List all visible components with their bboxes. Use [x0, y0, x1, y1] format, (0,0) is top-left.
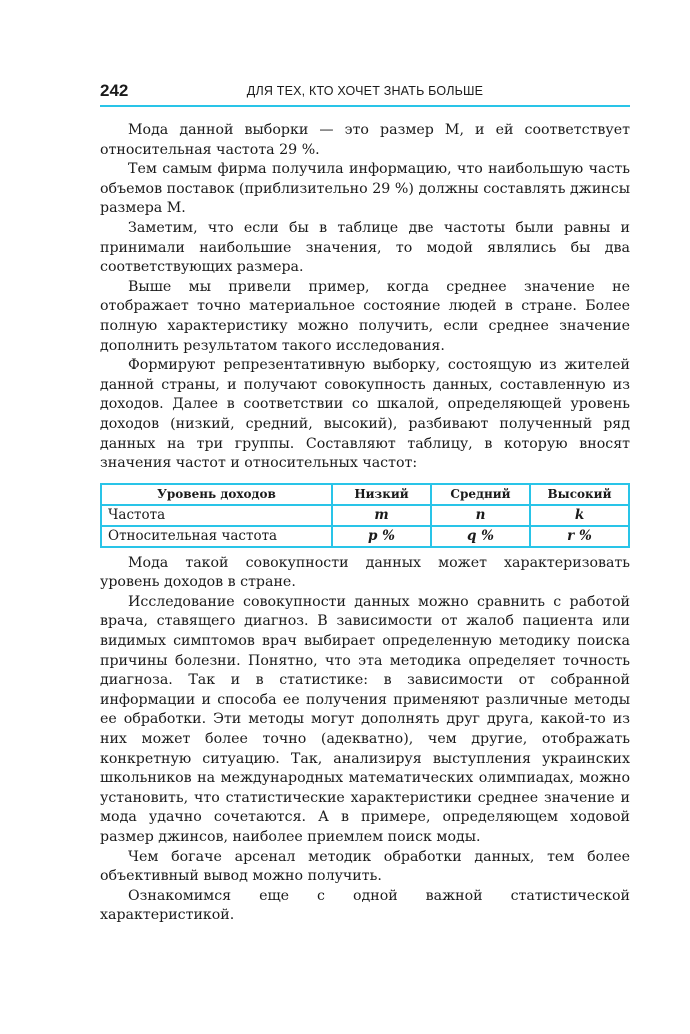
table-row — [101, 526, 629, 547]
table-header-cell: Уровень доходов — [101, 484, 332, 505]
paragraph: Ознакомимся еще с одной важной статистической характеристикой. — [100, 887, 630, 924]
table-header-cell: Высокий — [530, 484, 629, 505]
table-cell: m — [332, 505, 431, 526]
page-body — [100, 121, 630, 926]
table-cell: k — [530, 505, 629, 526]
page-number: 242 — [100, 81, 129, 100]
table-row-label: Относительная частота — [101, 526, 332, 547]
table-row-label: Частота — [101, 505, 332, 526]
running-title: ДЛЯ ТЕХ, КТО ХОЧЕТ ЗНАТЬ БОЛЬШЕ — [246, 84, 484, 98]
paragraph: Чем богаче арсенал методик обработки данных, тем более объективный вывод можно получить. — [100, 848, 630, 885]
table-cell: p % — [332, 526, 431, 547]
paragraph: Мода данной выборки — это размер М, и ей соответствует относительная частота 29 %. — [100, 122, 630, 158]
paragraph: Тем самым фирма получила информацию, что наибольшую часть объемов поставок (приблизительно 29 %) должны составлять джинсы размера М. — [100, 161, 630, 217]
paragraph: Заметим, что если бы в таблице две частоты были равны и принимали наибольшие значения, то модой являлись бы два соответствующих размера. — [100, 219, 630, 276]
income-frequency-table — [100, 483, 630, 548]
table-header-row — [101, 484, 629, 505]
paragraph: Выше мы привели пример, когда среднее значение не отображает точно материальное состояние людей в стране. Более полную характеристику можно получить, если среднее значение дополнить результатом такого исследования. — [100, 278, 630, 354]
table-cell: q % — [431, 526, 530, 547]
page-header — [100, 79, 630, 107]
table-header-cell: Средний — [431, 484, 530, 505]
paragraph: Формируют репрезентативную выборку, состоящую из жителей данной страны, и получают совокупность данных, составленную из доходов. Далее в соответствии со шкалой, определяющей уровень доходов (низкий, средний, высокий), разбивают полученный ряд данных на три группы. Составляют таблицу, в которую вносят значения частот и относительных частот: — [100, 357, 630, 472]
table-cell: n — [431, 505, 530, 526]
table-row — [101, 505, 629, 526]
table-header-cell: Низкий — [332, 484, 431, 505]
paragraph: Мода такой совокупности данных может характеризовать уровень доходов в стране. — [100, 554, 630, 591]
paragraph: Исследование совокупности данных можно сравнить с работой врача, ставящего диагноз. В зависимости от жалоб пациента или видимых симптомов врач выбирает определенную методику поиска причины болезни. Понятно, что эта методика определяет точность диагноза. Так и в статистике: в зависимости от собранной информации и способа ее получения применяют различные методы ее обработки. Эти методы могут дополнять друг друга, какой-то из них может более точно (адекватно), чем другие, отображать конкретную ситуацию. Так, анализируя выступления украинских школьников на международных математических олимпиадах, можно установить, что статистические характеристики среднее значение и мода удачно сочетаются. А в примере, определяющем ходовой размер джинсов, наиболее приемлем поиск моды. — [100, 593, 630, 845]
table-cell: r % — [530, 526, 629, 547]
